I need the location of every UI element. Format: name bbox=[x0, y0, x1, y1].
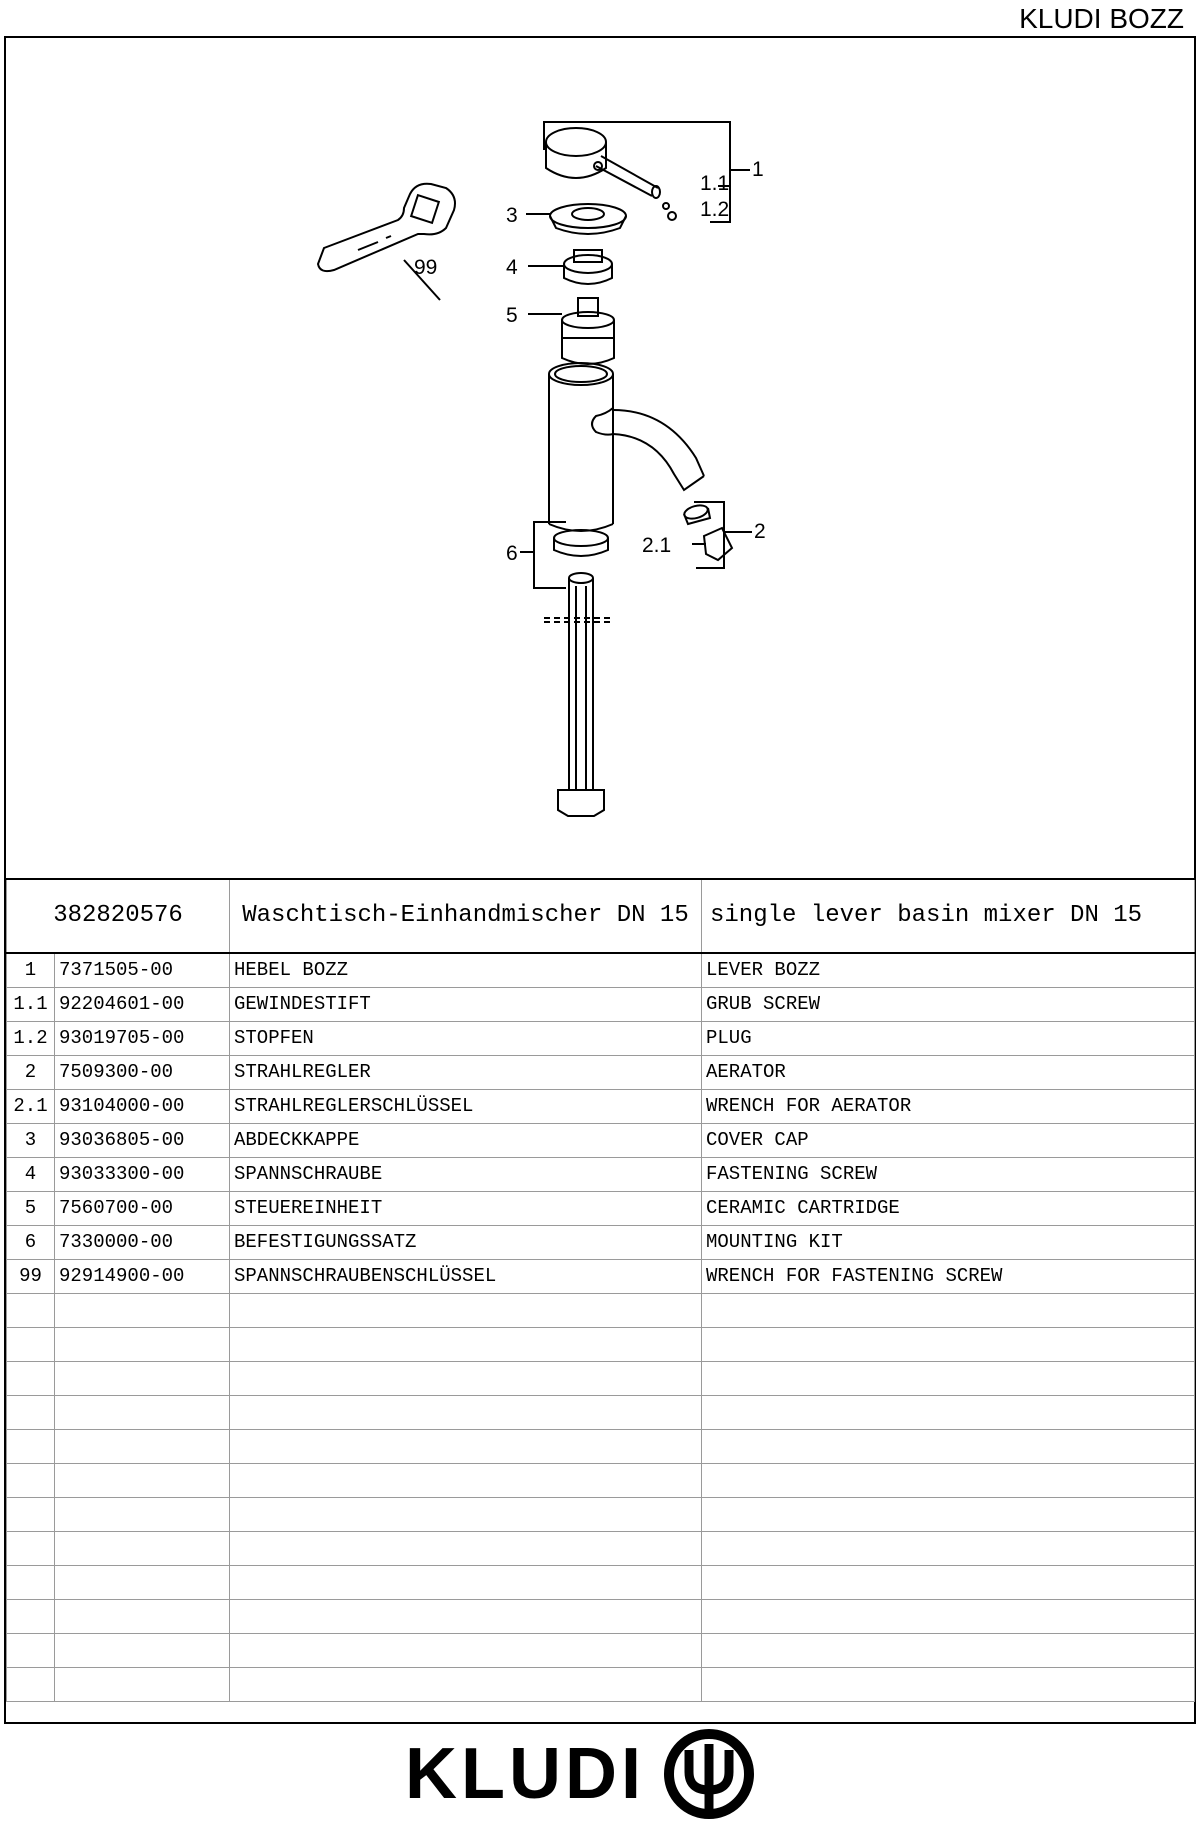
mounting-kit-part-6 bbox=[544, 530, 612, 816]
callout-5: 5 bbox=[506, 304, 518, 327]
english-description-cell bbox=[702, 1327, 1195, 1361]
table-row bbox=[7, 1225, 1195, 1259]
empty-table-row bbox=[7, 1395, 1195, 1429]
kludi-logo bbox=[405, 1726, 759, 1822]
english-description-cell: PLUG bbox=[702, 1021, 1195, 1055]
article-number-cell bbox=[55, 1463, 230, 1497]
position-cell: 6 bbox=[7, 1225, 55, 1259]
english-description-cell bbox=[702, 1531, 1195, 1565]
position-cell bbox=[7, 1565, 55, 1599]
english-description-cell bbox=[702, 1395, 1195, 1429]
german-description-cell bbox=[230, 1599, 702, 1633]
article-number-cell: 93019705-00 bbox=[55, 1021, 230, 1055]
german-description-cell: SPANNSCHRAUBE bbox=[230, 1157, 702, 1191]
callout-1-1: 1.1 bbox=[700, 172, 730, 195]
english-description-cell: CERAMIC CARTRIDGE bbox=[702, 1191, 1195, 1225]
position-cell: 3 bbox=[7, 1123, 55, 1157]
german-description-cell: STRAHLREGLER bbox=[230, 1055, 702, 1089]
title-german: Waschtisch-Einhandmischer DN 15 bbox=[230, 879, 702, 953]
german-description-cell bbox=[230, 1327, 702, 1361]
english-description-cell bbox=[702, 1599, 1195, 1633]
article-number-cell: 7371505-00 bbox=[55, 953, 230, 987]
position-cell bbox=[7, 1667, 55, 1701]
position-cell: 1.2 bbox=[7, 1021, 55, 1055]
english-description-cell bbox=[702, 1429, 1195, 1463]
english-description-cell bbox=[702, 1463, 1195, 1497]
english-description-cell bbox=[702, 1667, 1195, 1701]
english-description-cell bbox=[702, 1293, 1195, 1327]
bracket-6 bbox=[520, 522, 566, 588]
article-number-cell bbox=[55, 1395, 230, 1429]
position-cell bbox=[7, 1293, 55, 1327]
position-cell bbox=[7, 1361, 55, 1395]
callout-2-1: 2.1 bbox=[642, 534, 672, 557]
article-number-cell: 93104000-00 bbox=[55, 1089, 230, 1123]
position-cell bbox=[7, 1531, 55, 1565]
article-number-cell bbox=[55, 1599, 230, 1633]
fastening-screw-part-4 bbox=[528, 250, 612, 284]
callout-6: 6 bbox=[506, 542, 518, 565]
article-number-cell: 7509300-00 bbox=[55, 1055, 230, 1089]
german-description-cell: STOPFEN bbox=[230, 1021, 702, 1055]
english-description-cell bbox=[702, 1361, 1195, 1395]
cover-cap-part-3 bbox=[526, 204, 626, 234]
table-row bbox=[7, 987, 1195, 1021]
article-number-cell: 93033300-00 bbox=[55, 1157, 230, 1191]
german-description-cell bbox=[230, 1531, 702, 1565]
empty-table-row bbox=[7, 1293, 1195, 1327]
position-cell: 2.1 bbox=[7, 1089, 55, 1123]
position-cell bbox=[7, 1395, 55, 1429]
position-cell: 1.1 bbox=[7, 987, 55, 1021]
article-number-cell bbox=[55, 1497, 230, 1531]
german-description-cell: STRAHLREGLERSCHLÜSSEL bbox=[230, 1089, 702, 1123]
parts-table bbox=[6, 878, 1195, 1702]
article-number: 382820576 bbox=[7, 879, 230, 953]
english-description-cell bbox=[702, 1497, 1195, 1531]
kludi-emblem-icon bbox=[659, 1728, 759, 1820]
callout-99: 99 bbox=[414, 256, 438, 279]
position-cell bbox=[7, 1599, 55, 1633]
german-description-cell: GEWINDESTIFT bbox=[230, 987, 702, 1021]
title-english: single lever basin mixer DN 15 bbox=[702, 879, 1195, 953]
article-number-cell bbox=[55, 1327, 230, 1361]
table-row bbox=[7, 1123, 1195, 1157]
german-description-cell bbox=[230, 1667, 702, 1701]
position-cell: 99 bbox=[7, 1259, 55, 1293]
table-row bbox=[7, 953, 1195, 987]
empty-table-row bbox=[7, 1531, 1195, 1565]
table-row bbox=[7, 1157, 1195, 1191]
position-cell bbox=[7, 1463, 55, 1497]
position-cell bbox=[7, 1327, 55, 1361]
callout-3: 3 bbox=[506, 204, 518, 227]
empty-table-row bbox=[7, 1327, 1195, 1361]
german-description-cell bbox=[230, 1395, 702, 1429]
article-number-cell bbox=[55, 1429, 230, 1463]
english-description-cell: COVER CAP bbox=[702, 1123, 1195, 1157]
article-number-cell bbox=[55, 1531, 230, 1565]
callout-2: 2 bbox=[754, 520, 766, 543]
empty-table-row bbox=[7, 1565, 1195, 1599]
mixer-body bbox=[549, 363, 704, 531]
german-description-cell bbox=[230, 1633, 702, 1667]
english-description-cell: WRENCH FOR FASTENING SCREW bbox=[702, 1259, 1195, 1293]
position-cell: 4 bbox=[7, 1157, 55, 1191]
position-cell: 2 bbox=[7, 1055, 55, 1089]
callout-1-2: 1.2 bbox=[700, 198, 730, 221]
page-title: KLUDI BOZZ bbox=[1019, 3, 1184, 34]
german-description-cell: SPANNSCHRAUBENSCHLÜSSEL bbox=[230, 1259, 702, 1293]
table-row bbox=[7, 1021, 1195, 1055]
german-description-cell bbox=[230, 1361, 702, 1395]
exploded-view-svg bbox=[6, 38, 1194, 878]
table-row bbox=[7, 1259, 1195, 1293]
article-number-cell: 7330000-00 bbox=[55, 1225, 230, 1259]
position-cell bbox=[7, 1429, 55, 1463]
article-number-cell: 93036805-00 bbox=[55, 1123, 230, 1157]
article-number-cell bbox=[55, 1361, 230, 1395]
position-cell bbox=[7, 1633, 55, 1667]
position-cell: 5 bbox=[7, 1191, 55, 1225]
english-description-cell: FASTENING SCREW bbox=[702, 1157, 1195, 1191]
english-description-cell: AERATOR bbox=[702, 1055, 1195, 1089]
article-number-cell bbox=[55, 1293, 230, 1327]
position-cell bbox=[7, 1497, 55, 1531]
english-description-cell: GRUB SCREW bbox=[702, 987, 1195, 1021]
german-description-cell bbox=[230, 1497, 702, 1531]
logo-wordmark: KLUDI bbox=[405, 1734, 645, 1814]
article-number-cell bbox=[55, 1633, 230, 1667]
english-description-cell: LEVER BOZZ bbox=[702, 953, 1195, 987]
drawing-frame bbox=[4, 36, 1196, 1724]
german-description-cell: ABDECKKAPPE bbox=[230, 1123, 702, 1157]
callout-4: 4 bbox=[506, 256, 518, 279]
table-row bbox=[7, 1191, 1195, 1225]
german-description-cell bbox=[230, 1463, 702, 1497]
table-row bbox=[7, 1089, 1195, 1123]
article-number-cell bbox=[55, 1667, 230, 1701]
empty-table-row bbox=[7, 1361, 1195, 1395]
german-description-cell bbox=[230, 1565, 702, 1599]
position-cell: 1 bbox=[7, 953, 55, 987]
table-row bbox=[7, 1055, 1195, 1089]
english-description-cell bbox=[702, 1633, 1195, 1667]
callout-1: 1 bbox=[752, 158, 764, 181]
english-description-cell: WRENCH FOR AERATOR bbox=[702, 1089, 1195, 1123]
german-description-cell bbox=[230, 1293, 702, 1327]
german-description-cell: BEFESTIGUNGSSATZ bbox=[230, 1225, 702, 1259]
empty-table-row bbox=[7, 1429, 1195, 1463]
german-description-cell bbox=[230, 1429, 702, 1463]
wrench-part-99 bbox=[318, 184, 455, 300]
empty-table-row bbox=[7, 1497, 1195, 1531]
empty-table-row bbox=[7, 1599, 1195, 1633]
english-description-cell bbox=[702, 1565, 1195, 1599]
article-number-cell bbox=[55, 1565, 230, 1599]
cartridge-part-5 bbox=[528, 298, 614, 364]
empty-table-row bbox=[7, 1667, 1195, 1701]
article-number-cell: 92914900-00 bbox=[55, 1259, 230, 1293]
english-description-cell: MOUNTING KIT bbox=[702, 1225, 1195, 1259]
article-number-cell: 92204601-00 bbox=[55, 987, 230, 1021]
empty-table-row bbox=[7, 1463, 1195, 1497]
article-number-cell: 7560700-00 bbox=[55, 1191, 230, 1225]
german-description-cell: STEUEREINHEIT bbox=[230, 1191, 702, 1225]
exploded-view-drawing bbox=[6, 38, 1194, 878]
empty-table-row bbox=[7, 1633, 1195, 1667]
german-description-cell: HEBEL BOZZ bbox=[230, 953, 702, 987]
parts-table-header bbox=[7, 879, 1195, 953]
bracket-2 bbox=[694, 502, 752, 568]
